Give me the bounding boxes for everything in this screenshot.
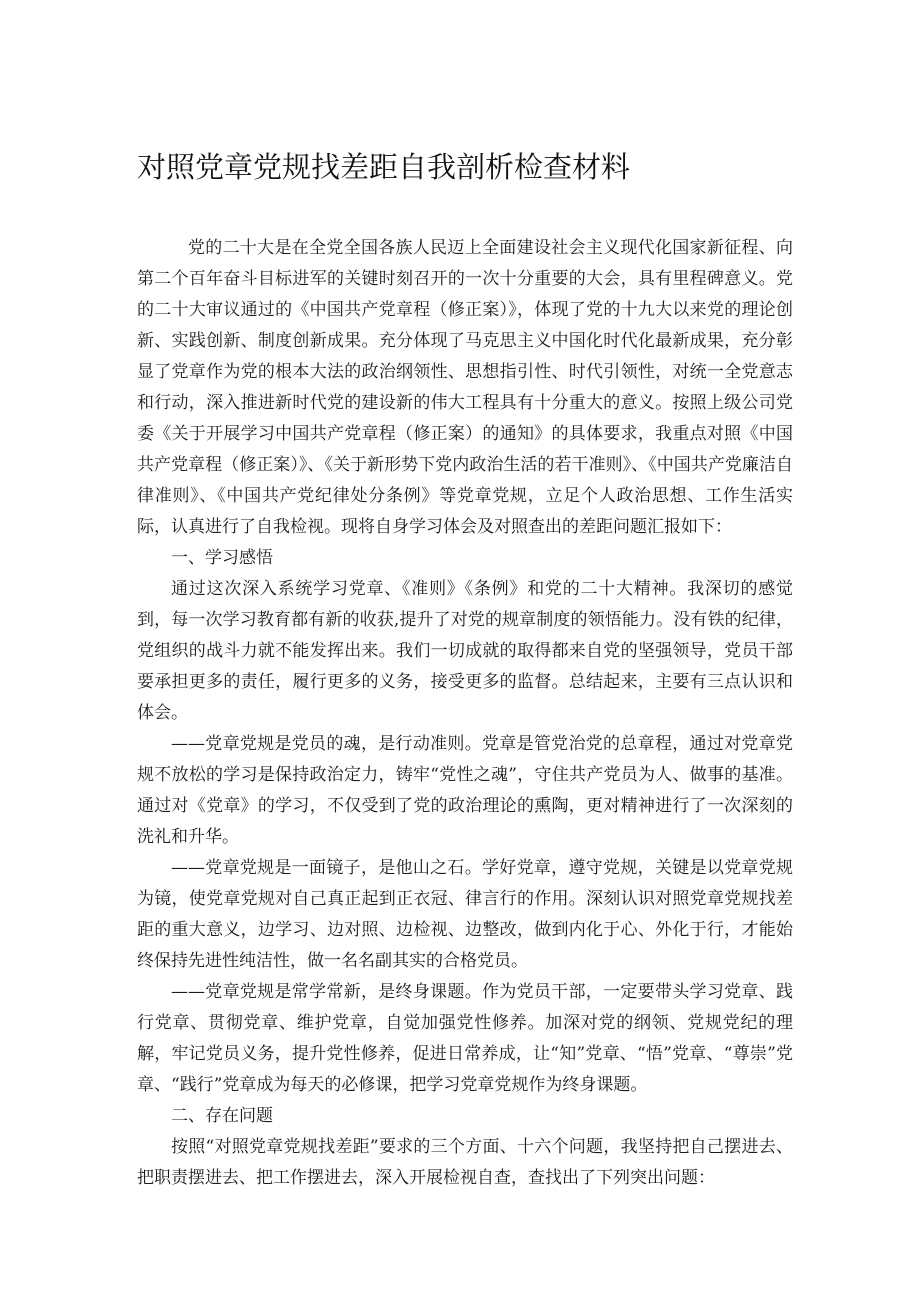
section-heading-problems: 二、存在问题	[171, 1106, 273, 1126]
body-paragraph: 按照“对照党章党规找差距”要求的三个方面、十六个问题，我坚持把自己摆进去、把职责摆进去、把工作摆进去，深入开展检视自查，查找出了下列突出问题：	[137, 1137, 793, 1188]
body-paragraph: ——党章党规是一面镜子，是他山之石。学好党章，遵守党规，关键是以党章党规为镜，使党章党规对自己真正起到正衣冠、律言行的作用。深刻认识对照党章党规找差距的重大意义，边学习、边对照、边检视、边整改，做到内化于心、外化于行，才能始终保持先进性纯洁性，做一名名副其实的合格党员。	[137, 858, 793, 971]
body-paragraph: ——党章党规是常学常新，是终身课题。作为党员干部，一定要带头学习党章、践行党章、贯彻党章、维护党章，自觉加强党性修养。加深对党的纲领、党规党纪的理解，牢记党员义务，提升党性修养，促进日常养成，让“知”党章、“悟”党章、“尊崇”党章、“践行”党章成为每天的必修课，把学习党章党规作为终身课题。	[137, 982, 793, 1095]
intro-paragraph: 党的二十大是在全党全国各族人民迈上全面建设社会主义现代化国家新征程、向第二个百年奋斗目标进军的关键时刻召开的一次十分重要的大会，具有里程碑意义。党的二十大审议通过的《中国共产党章程（修正案）》，体现了党的十九大以来党的理论创新、实践创新、制度创新成果。充分体现了马克思主义中国化时代化最新成果，充分彰显了党章作为党的根本大法的政治纲领性、思想指引性、时代引领性，对统一全党意志和行动，深入推进新时代党的建设新的伟大工程具有十分重大的意义。按照上级公司党委《关于开展学习中国共产党章程（修正案）的通知》的具体要求，我重点对照《中国共产党章程（修正案）》、《关于新形势下党内政治生活的若干准则》、《中国共产党廉洁自律准则》、《中国共产党纪律处分条例》等党章党规，立足个人政治思想、工作生活实际，认真进行了自我检视。现将自身学习体会及对照查出的差距问题汇报如下：	[137, 238, 793, 537]
document-body	[137, 233, 793, 1194]
section-heading-study: 一、学习感悟	[171, 548, 273, 568]
body-paragraph: ——党章党规是党员的魂，是行动准则。党章是管党治党的总章程，通过对党章党规不放松的学习是保持政治定力，铸牢“党性之魂”，守住共产党员为人、做事的基准。通过对《党章》的学习，不仅受到了党的政治理论的熏陶，更对精神进行了一次深刻的洗礼和升华。	[137, 734, 793, 847]
document-title: 对照党章党规找差距自我剖析检查材料	[137, 150, 631, 184]
body-paragraph: 通过这次深入系统学习党章、《准则》《条例》和党的二十大精神。我深切的感觉到，每一次学习教育都有新的收获,提升了对党的规章制度的领悟能力。没有铁的纪律，党组织的战斗力就不能发挥出来。我们一切成就的取得都来自党的坚强领导，党员干部要承担更多的责任，履行更多的义务，接受更多的监督。总结起来，主要有三点认识和体会。	[137, 579, 793, 723]
